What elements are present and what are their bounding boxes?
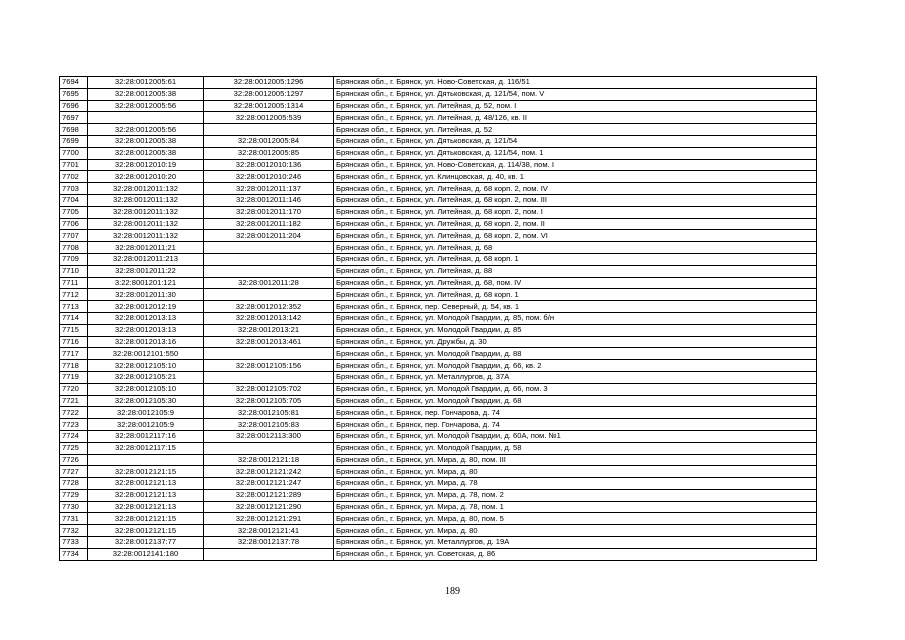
- address-cell: Брянская обл., г. Брянск, ул. Литейная, д. 68: [334, 242, 817, 254]
- table-row: [60, 253, 817, 265]
- address-cell: Брянская обл., г. Брянск, ул. Литейная, д. 68 корп. 1: [334, 289, 817, 301]
- address-cell: Брянская обл., г. Брянск, ул. Мира, д. 78: [334, 478, 817, 490]
- address-cell: Брянская обл., г. Брянск, ул. Металлургов, д. 37А: [334, 371, 817, 383]
- row-number-cell: 7732: [60, 525, 88, 537]
- cadastral-number-cell: 32:28:0012013:13: [88, 312, 204, 324]
- cadastral-number-cell: 32:28:0012121:15: [88, 525, 204, 537]
- address-cell: Брянская обл., г. Брянск, ул. Литейная, д. 68 корп. 2, пом. I: [334, 206, 817, 218]
- cadastral-number-cell: 32:28:0012011:213: [88, 253, 204, 265]
- object-cadastral-number-cell: 32:28:0012011:182: [204, 218, 334, 230]
- object-cadastral-number-cell: 32:28:0012113:300: [204, 430, 334, 442]
- cadastral-number-cell: 32:28:0012011:132: [88, 230, 204, 242]
- object-cadastral-number-cell: 32:28:0012013:21: [204, 324, 334, 336]
- cadastral-number-cell: 32:28:0012011:132: [88, 206, 204, 218]
- address-cell: Брянская обл., г. Брянск, ул. Мира, д. 78, пом. 2: [334, 489, 817, 501]
- row-number-cell: 7721: [60, 395, 88, 407]
- table-row: [60, 360, 817, 372]
- row-number-cell: 7733: [60, 537, 88, 549]
- table-row: [60, 537, 817, 549]
- object-cadastral-number-cell: 32:28:0012005:84: [204, 135, 334, 147]
- cadastral-number-cell: 32:28:0012121:13: [88, 501, 204, 513]
- object-cadastral-number-cell: 32:28:0012011:170: [204, 206, 334, 218]
- cadastral-number-cell: 32:28:0012101:550: [88, 348, 204, 360]
- table-row: [60, 277, 817, 289]
- address-cell: Брянская обл., г. Брянск, ул. Молодой Гвардии, д. 58: [334, 442, 817, 454]
- object-cadastral-number-cell: 32:28:0012105:156: [204, 360, 334, 372]
- object-cadastral-number-cell: 32:28:0012010:246: [204, 171, 334, 183]
- row-number-cell: 7731: [60, 513, 88, 525]
- row-number-cell: 7714: [60, 312, 88, 324]
- table-row: [60, 183, 817, 195]
- address-cell: Брянская обл., г. Брянск, ул. Дружбы, д. 30: [334, 336, 817, 348]
- cadastral-number-cell: 32:28:0012011:22: [88, 265, 204, 277]
- address-cell: Брянская обл., г. Брянск, ул. Молодой Гвардии, д. 66, пом. 3: [334, 383, 817, 395]
- object-cadastral-number-cell: 32:28:0012105:705: [204, 395, 334, 407]
- object-cadastral-number-cell: 32:28:0012121:242: [204, 466, 334, 478]
- row-number-cell: 7702: [60, 171, 88, 183]
- address-cell: Брянская обл., г. Брянск, ул. Ново-Советская, д. 116/51: [334, 77, 817, 89]
- address-cell: Брянская обл., г. Брянск, ул. Металлургов, д. 19А: [334, 537, 817, 549]
- object-cadastral-number-cell: [204, 548, 334, 560]
- object-cadastral-number-cell: 32:28:0012005:1314: [204, 100, 334, 112]
- address-cell: Брянская обл., г. Брянск, ул. Мира, д. 80, пом. 5: [334, 513, 817, 525]
- object-cadastral-number-cell: 32:28:0012105:702: [204, 383, 334, 395]
- table-row: [60, 501, 817, 513]
- address-cell: Брянская обл., г. Брянск, ул. Клинцовская, д. 40, кв. 1: [334, 171, 817, 183]
- address-cell: Брянская обл., г. Брянск, пер. Гончарова, д. 74: [334, 419, 817, 431]
- table-row: [60, 548, 817, 560]
- object-cadastral-number-cell: 32:28:0012105:81: [204, 407, 334, 419]
- cadastral-number-cell: 32:28:0012005:38: [88, 135, 204, 147]
- row-number-cell: 7720: [60, 383, 88, 395]
- row-number-cell: 7715: [60, 324, 88, 336]
- table-row: [60, 336, 817, 348]
- address-cell: Брянская обл., г. Брянск, ул. Мира, д. 78, пом. 1: [334, 501, 817, 513]
- row-number-cell: 7697: [60, 112, 88, 124]
- row-number-cell: 7708: [60, 242, 88, 254]
- object-cadastral-number-cell: 32:28:0012010:136: [204, 159, 334, 171]
- address-cell: Брянская обл., г. Брянск, ул. Мира, д. 80: [334, 525, 817, 537]
- object-cadastral-number-cell: 32:28:0012121:247: [204, 478, 334, 490]
- object-cadastral-number-cell: 32:28:0012121:291: [204, 513, 334, 525]
- address-cell: Брянская обл., г. Брянск, ул. Литейная, д. 48/126, кв. II: [334, 112, 817, 124]
- address-cell: Брянская обл., г. Брянск, ул. Литейная, д. 68 корп. 2, пом. III: [334, 194, 817, 206]
- address-cell: Брянская обл., г. Брянск, ул. Молодой Гвардии, д. 85, пом. б/н: [334, 312, 817, 324]
- cadastral-number-cell: 32:28:0012011:132: [88, 183, 204, 195]
- object-cadastral-number-cell: 32:28:0012013:142: [204, 312, 334, 324]
- cadastral-number-cell: 32:28:0012010:20: [88, 171, 204, 183]
- cadastral-number-cell: 32:28:0012105:10: [88, 383, 204, 395]
- table-row: [60, 348, 817, 360]
- address-cell: Брянская обл., г. Брянск, ул. Молодой Гвардии, д. 88: [334, 348, 817, 360]
- row-number-cell: 7696: [60, 100, 88, 112]
- cadastral-number-cell: 32:28:0012117:16: [88, 430, 204, 442]
- address-cell: Брянская обл., г. Брянск, ул. Литейная, д. 68 корп. 2, пом. IV: [334, 183, 817, 195]
- address-cell: Брянская обл., г. Брянск, пер. Гончарова, д. 74: [334, 407, 817, 419]
- cadastral-number-cell: 32:28:0012005:56: [88, 124, 204, 136]
- registry-table: [59, 76, 817, 561]
- object-cadastral-number-cell: 32:28:0012121:41: [204, 525, 334, 537]
- address-cell: Брянская обл., г. Брянск, ул. Литейная, д. 68, пом. IV: [334, 277, 817, 289]
- cadastral-number-cell: 32:28:0012105:10: [88, 360, 204, 372]
- object-cadastral-number-cell: 32:28:0012005:85: [204, 147, 334, 159]
- cadastral-number-cell: 32:28:0012010:19: [88, 159, 204, 171]
- address-cell: Брянская обл., г. Брянск, ул. Молодой Гвардии, д. 68: [334, 395, 817, 407]
- row-number-cell: 7725: [60, 442, 88, 454]
- object-cadastral-number-cell: 32:28:0012105:83: [204, 419, 334, 431]
- table-row: [60, 194, 817, 206]
- row-number-cell: 7713: [60, 301, 88, 313]
- table-row: [60, 513, 817, 525]
- object-cadastral-number-cell: [204, 242, 334, 254]
- table-row: [60, 478, 817, 490]
- address-cell: Брянская обл., г. Брянск, пер. Северный, д. 54, кв. 1: [334, 301, 817, 313]
- row-number-cell: 7706: [60, 218, 88, 230]
- table-row: [60, 124, 817, 136]
- object-cadastral-number-cell: [204, 371, 334, 383]
- cadastral-number-cell: 32:28:0012012:19: [88, 301, 204, 313]
- table-row: [60, 218, 817, 230]
- table-row: [60, 407, 817, 419]
- table-row: [60, 230, 817, 242]
- cadastral-number-cell: 32:28:0012121:15: [88, 513, 204, 525]
- object-cadastral-number-cell: 32:28:0012121:289: [204, 489, 334, 501]
- registry-table-body: [60, 77, 817, 561]
- table-row: [60, 371, 817, 383]
- row-number-cell: 7727: [60, 466, 88, 478]
- table-row: [60, 419, 817, 431]
- table-row: [60, 265, 817, 277]
- row-number-cell: 7716: [60, 336, 88, 348]
- table-row: [60, 525, 817, 537]
- cadastral-number-cell: 32:28:0012011:132: [88, 194, 204, 206]
- table-row: [60, 88, 817, 100]
- cadastral-number-cell: 32:28:0012005:56: [88, 100, 204, 112]
- object-cadastral-number-cell: [204, 265, 334, 277]
- object-cadastral-number-cell: 32:28:0012005:1296: [204, 77, 334, 89]
- page-number: 189: [445, 586, 460, 597]
- table-row: [60, 312, 817, 324]
- table-row: [60, 489, 817, 501]
- cadastral-number-cell: 32:28:0012011:21: [88, 242, 204, 254]
- object-cadastral-number-cell: 32:28:0012011:204: [204, 230, 334, 242]
- table-row: [60, 77, 817, 89]
- table-row: [60, 100, 817, 112]
- row-number-cell: 7710: [60, 265, 88, 277]
- object-cadastral-number-cell: [204, 124, 334, 136]
- cadastral-number-cell: 32:28:0012013:16: [88, 336, 204, 348]
- row-number-cell: 7711: [60, 277, 88, 289]
- object-cadastral-number-cell: 32:28:0012013:461: [204, 336, 334, 348]
- row-number-cell: 7699: [60, 135, 88, 147]
- row-number-cell: 7709: [60, 253, 88, 265]
- object-cadastral-number-cell: 32:28:0012121:18: [204, 454, 334, 466]
- table-row: [60, 466, 817, 478]
- table-row: [60, 112, 817, 124]
- row-number-cell: 7719: [60, 371, 88, 383]
- cadastral-number-cell: 32:28:0012121:13: [88, 489, 204, 501]
- row-number-cell: 7724: [60, 430, 88, 442]
- row-number-cell: 7734: [60, 548, 88, 560]
- table-row: [60, 159, 817, 171]
- cadastral-number-cell: 32:28:0012117:15: [88, 442, 204, 454]
- cadastral-number-cell: 32:28:0012005:38: [88, 147, 204, 159]
- row-number-cell: 7703: [60, 183, 88, 195]
- object-cadastral-number-cell: 32:28:0012011:146: [204, 194, 334, 206]
- row-number-cell: 7722: [60, 407, 88, 419]
- cadastral-number-cell: [88, 112, 204, 124]
- object-cadastral-number-cell: 32:28:0012011:28: [204, 277, 334, 289]
- row-number-cell: 7704: [60, 194, 88, 206]
- row-number-cell: 7726: [60, 454, 88, 466]
- row-number-cell: 7700: [60, 147, 88, 159]
- cadastral-number-cell: 3:22:8001201:121: [88, 277, 204, 289]
- cadastral-number-cell: 32:28:0012105:21: [88, 371, 204, 383]
- cadastral-number-cell: 32:28:0012105:9: [88, 419, 204, 431]
- table-row: [60, 454, 817, 466]
- row-number-cell: 7729: [60, 489, 88, 501]
- row-number-cell: 7695: [60, 88, 88, 100]
- table-row: [60, 206, 817, 218]
- table-row: [60, 324, 817, 336]
- object-cadastral-number-cell: 32:28:0012012:352: [204, 301, 334, 313]
- cadastral-number-cell: 32:28:0012121:15: [88, 466, 204, 478]
- address-cell: Брянская обл., г. Брянск, ул. Литейная, д. 52: [334, 124, 817, 136]
- cadastral-number-cell: 32:28:0012005:38: [88, 88, 204, 100]
- table-row: [60, 135, 817, 147]
- row-number-cell: 7723: [60, 419, 88, 431]
- object-cadastral-number-cell: 32:28:0012005:1297: [204, 88, 334, 100]
- object-cadastral-number-cell: 32:28:0012121:290: [204, 501, 334, 513]
- cadastral-number-cell: 32:28:0012011:132: [88, 218, 204, 230]
- object-cadastral-number-cell: 32:28:0012005:539: [204, 112, 334, 124]
- address-cell: Брянская обл., г. Брянск, ул. Литейная, д. 68 корп. 2, пом. II: [334, 218, 817, 230]
- table-row: [60, 395, 817, 407]
- address-cell: Брянская обл., г. Брянск, ул. Молодой Гвардии, д. 85: [334, 324, 817, 336]
- row-number-cell: 7707: [60, 230, 88, 242]
- row-number-cell: 7698: [60, 124, 88, 136]
- object-cadastral-number-cell: [204, 442, 334, 454]
- address-cell: Брянская обл., г. Брянск, ул. Дятьковская, д. 121/54, пом. V: [334, 88, 817, 100]
- cadastral-number-cell: [88, 454, 204, 466]
- row-number-cell: 7730: [60, 501, 88, 513]
- object-cadastral-number-cell: [204, 289, 334, 301]
- address-cell: Брянская обл., г. Брянск, ул. Литейная, д. 68 корп. 1: [334, 253, 817, 265]
- row-number-cell: 7728: [60, 478, 88, 490]
- address-cell: Брянская обл., г. Брянск, ул. Литейная, д. 52, пом. I: [334, 100, 817, 112]
- address-cell: Брянская обл., г. Брянск, ул. Советская, д. 86: [334, 548, 817, 560]
- table-row: [60, 301, 817, 313]
- object-cadastral-number-cell: 32:28:0012137:78: [204, 537, 334, 549]
- address-cell: Брянская обл., г. Брянск, ул. Литейная, д. 68 корп. 2, пом. VI: [334, 230, 817, 242]
- table-row: [60, 289, 817, 301]
- cadastral-number-cell: 32:28:0012105:30: [88, 395, 204, 407]
- cadastral-number-cell: 32:28:0012011:30: [88, 289, 204, 301]
- table-row: [60, 383, 817, 395]
- cadastral-number-cell: 32:28:0012137:77: [88, 537, 204, 549]
- address-cell: Брянская обл., г. Брянск, ул. Дятьковская, д. 121/54, пом. 1: [334, 147, 817, 159]
- table-row: [60, 147, 817, 159]
- row-number-cell: 7701: [60, 159, 88, 171]
- object-cadastral-number-cell: [204, 253, 334, 265]
- cadastral-number-cell: 32:28:0012005:61: [88, 77, 204, 89]
- address-cell: Брянская обл., г. Брянск, ул. Ново-Советская, д. 114/38, пом. I: [334, 159, 817, 171]
- cadastral-number-cell: 32:28:0012121:13: [88, 478, 204, 490]
- row-number-cell: 7717: [60, 348, 88, 360]
- cadastral-number-cell: 32:28:0012013:13: [88, 324, 204, 336]
- row-number-cell: 7712: [60, 289, 88, 301]
- cadastral-number-cell: 32:28:0012105:9: [88, 407, 204, 419]
- address-cell: Брянская обл., г. Брянск, ул. Молодой Гвардии, д. 60А, пом. №1: [334, 430, 817, 442]
- address-cell: Брянская обл., г. Брянск, ул. Мира, д. 80: [334, 466, 817, 478]
- cadastral-number-cell: 32:28:0012141:180: [88, 548, 204, 560]
- table-row: [60, 242, 817, 254]
- object-cadastral-number-cell: 32:28:0012011:137: [204, 183, 334, 195]
- row-number-cell: 7705: [60, 206, 88, 218]
- table-row: [60, 171, 817, 183]
- address-cell: Брянская обл., г. Брянск, ул. Литейная, д. 88: [334, 265, 817, 277]
- object-cadastral-number-cell: [204, 348, 334, 360]
- row-number-cell: 7718: [60, 360, 88, 372]
- row-number-cell: 7694: [60, 77, 88, 89]
- address-cell: Брянская обл., г. Брянск, ул. Молодой Гвардии, д. 66, кв. 2: [334, 360, 817, 372]
- table-row: [60, 442, 817, 454]
- address-cell: Брянская обл., г. Брянск, ул. Дятьковская, д. 121/54: [334, 135, 817, 147]
- address-cell: Брянская обл., г. Брянск, ул. Мира, д. 80, пом. III: [334, 454, 817, 466]
- table-row: [60, 430, 817, 442]
